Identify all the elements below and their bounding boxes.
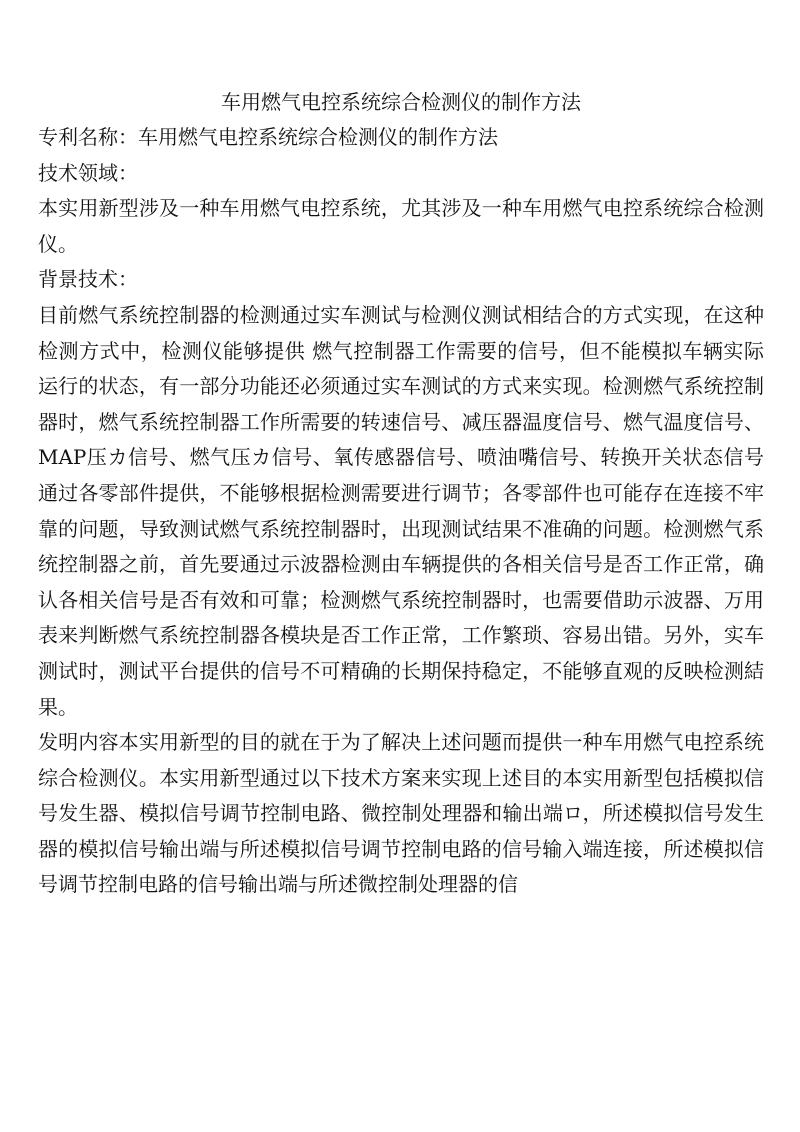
invention-text: 发明内容本实用新型的目的就在于为了解决上述问题而提供一种车用燃气电控系统综合检测仪。本实用新型通过以下技术方案来实现上述目的本实用新型包括模拟信号发生器、模拟信号调节控制电路、微控制处理器和输出端ロ，所述模拟信号发生器的模拟信号输出端与所述模拟信号调节控制电路的信号输入端连接，所述模拟信号调节控制电路的信号输出端与所述微控制处理器的信	[38, 730, 764, 897]
background-text: 目前燃气系统控制器的检测通过实车测试与检测仪测试相结合的方式实现，在这种检测方式中，检测仪能够提供 燃气控制器工作需要的信号，但不能模拟车辆实际运行的状态，有一部分功能还必须通过实车测试的方式来实现。检测燃气系统控制器时，燃气系统控制器工作所需要的转速信号、减压器温度信号、燃气温度信号、MAP压カ信号、燃气压カ信号、氧传感器信号、喷油嘴信号、转换开关状态信号通过各零部件提供，不能够根据检测需要进行调节；各零部件也可能存在连接不牢靠的问题，导致测试燃气系统控制器时，出现测试结果不准确的问题。检测燃气系统控制器之前，首先要通过示波器检测由车辆提供的各相关信号是否工作正常，确认各相关信号是否有效和可靠；检测燃气系统控制器时，也需要借助示波器、万用表来判断燃气系统控制器各模块是否工作正常，工作繁琐、容易出错。另外，实车测试时，测试平台提供的信号不可精确的长期保持稳定，不能够直观的反映检测結果。	[38, 302, 764, 719]
tech-field-text: 本实用新型涉及一种车用燃气电控系统，尤其涉及一种车用燃气电控系统综合检测仪。	[38, 196, 764, 256]
background-heading: 背景技术：	[38, 267, 138, 292]
document-title: 车用燃气电控系统综合检测仪的制作方法	[221, 90, 581, 114]
tech-field-heading: 技术领域：	[38, 160, 138, 185]
patent-name: 专利名称：车用燃气电控系统综合检测仪的制作方法	[38, 125, 498, 149]
